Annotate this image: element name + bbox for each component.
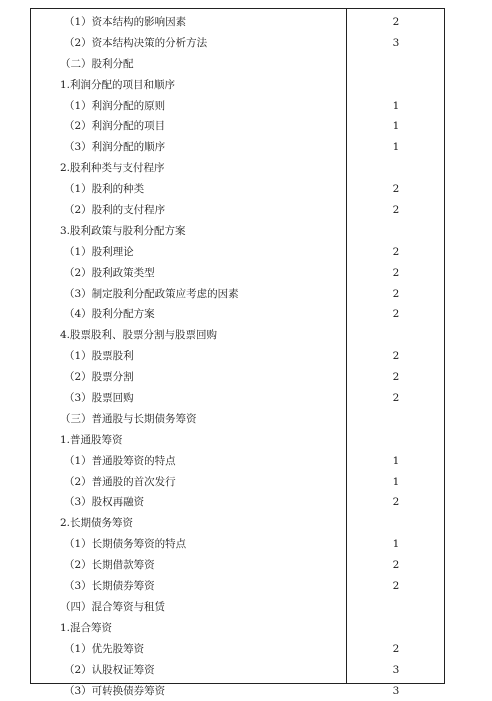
row-label: （1）股利理论 [64,242,134,263]
row-label: （2）资本结构决策的分析方法 [64,33,207,54]
row-label: 2.长期债务筹资 [60,513,133,534]
row-label: （2）长期借款筹资 [64,555,155,576]
table-row [31,513,444,534]
row-label: （3）长期债券筹资 [64,576,155,597]
table-row [31,179,444,200]
table-row [31,96,444,117]
row-hours: 2 [346,367,446,388]
table-row [31,242,444,263]
table-row [31,346,444,367]
row-label: 3.股利政策与股利分配方案 [60,221,186,242]
row-hours: 1 [346,96,446,117]
table-row [31,284,444,305]
row-label: 1.混合筹资 [60,618,112,639]
row-label: （3）制定股利分配政策应考虑的因素 [64,284,239,305]
row-label: （三）普通股与长期债务筹资 [60,409,197,430]
row-hours: 2 [346,284,446,305]
table-row [31,221,444,242]
syllabus-table [30,8,445,684]
row-hours: 3 [346,660,446,681]
table-row [31,54,444,75]
table-row [31,597,444,618]
row-label: 2.股利种类与支付程序 [60,158,165,179]
row-label: （1）利润分配的原则 [64,96,165,117]
row-hours: 1 [346,534,446,555]
table-row [31,451,444,472]
table-row [31,492,444,513]
row-hours: 2 [346,179,446,200]
row-hours: 2 [346,576,446,597]
table-row [31,12,444,33]
table-row [31,388,444,409]
table-row [31,137,444,158]
row-hours: 3 [346,681,446,701]
row-label: （二）股利分配 [60,54,134,75]
row-label: （2）认股权证筹资 [64,660,155,681]
row-label: （1）优先股筹资 [64,639,144,660]
row-label: 4.股票股利、股票分割与股票回购 [60,325,217,346]
row-label: 1.普通股筹资 [60,430,123,451]
table-row [31,33,444,54]
table-row [31,660,444,681]
row-hours: 2 [346,200,446,221]
row-hours: 2 [346,492,446,513]
row-hours: 2 [346,346,446,367]
row-label: （1）普通股筹资的特点 [64,451,176,472]
table-row [31,534,444,555]
row-hours: 2 [346,12,446,33]
row-label: （1）股票股利 [64,346,134,367]
table-row [31,263,444,284]
row-label: （3）利润分配的顺序 [64,137,165,158]
row-hours: 1 [346,137,446,158]
table-row [31,200,444,221]
row-label: 1.利润分配的项目和顺序 [60,75,175,96]
row-hours: 2 [346,263,446,284]
row-hours: 1 [346,451,446,472]
table-row [31,367,444,388]
table-row [31,158,444,179]
table-row [31,639,444,660]
row-label: （3）可转换债券筹资 [64,681,165,701]
row-label: （1）长期债务筹资的特点 [64,534,186,555]
row-label: （3）股票回购 [64,388,134,409]
row-label: （2）利润分配的项目 [64,116,165,137]
table-row [31,555,444,576]
row-label: （2）股利的支付程序 [64,200,165,221]
table-row [31,618,444,639]
table-row [31,325,444,346]
table-row [31,116,444,137]
row-hours: 2 [346,304,446,325]
row-label: （3）股权再融资 [64,492,144,513]
row-label: （1）股利的种类 [64,179,144,200]
row-label: （4）股利分配方案 [64,304,155,325]
table-row [31,75,444,96]
row-label: （2）股利政策类型 [64,263,155,284]
table-row [31,472,444,493]
table-row [31,430,444,451]
row-label: （1）资本结构的影响因素 [64,12,186,33]
row-label: （2）股票分割 [64,367,134,388]
table-row [31,681,444,701]
row-hours: 1 [346,472,446,493]
row-hours: 2 [346,639,446,660]
table-body [31,12,444,701]
table-row [31,304,444,325]
row-hours: 3 [346,33,446,54]
row-label: （2）普通股的首次发行 [64,472,176,493]
row-hours: 2 [346,388,446,409]
row-label: （四）混合筹资与租赁 [60,597,165,618]
table-row [31,576,444,597]
row-hours: 1 [346,116,446,137]
row-hours: 2 [346,242,446,263]
row-hours: 2 [346,555,446,576]
table-row [31,409,444,430]
